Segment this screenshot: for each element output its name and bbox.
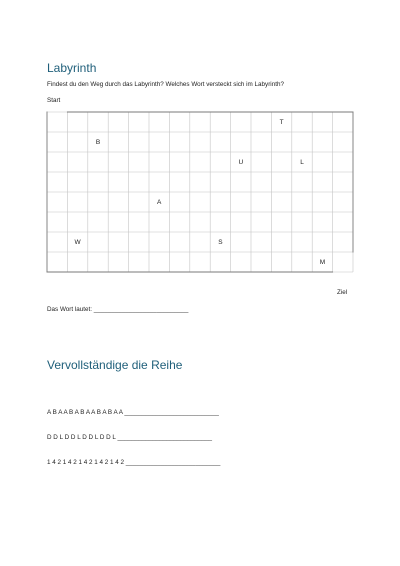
maze-letter: A <box>157 199 162 207</box>
end-label: Ziel <box>337 289 348 296</box>
maze-letter: W <box>74 239 81 247</box>
maze-letter: S <box>218 239 223 247</box>
maze-letter: U <box>238 159 244 167</box>
maze-letter: L <box>300 159 304 167</box>
maze-letter: B <box>95 139 101 147</box>
series-row-1: A B A A B A B A A B A B A A ___________________________ <box>47 409 219 416</box>
series-title: Vervollständige die Reihe <box>47 358 183 372</box>
maze-instruction: Findest du den Weg durch das Labyrinth? Welches Wort versteckt sich im Labyrinth? <box>47 81 284 88</box>
maze-letter: T <box>279 119 284 127</box>
maze-letter: M <box>319 259 326 267</box>
start-label: Start <box>47 97 61 104</box>
answer-prompt: Das Wort lautet: ___________________________ <box>47 306 189 313</box>
maze-title: Labyrinth <box>47 61 97 75</box>
series-row-2: D D L D D L D D L D D L ___________________________ <box>47 434 213 441</box>
series-row-3: 1 4 2 1 4 2 1 4 2 1 4 2 1 4 2 ___________________________ <box>47 459 221 466</box>
